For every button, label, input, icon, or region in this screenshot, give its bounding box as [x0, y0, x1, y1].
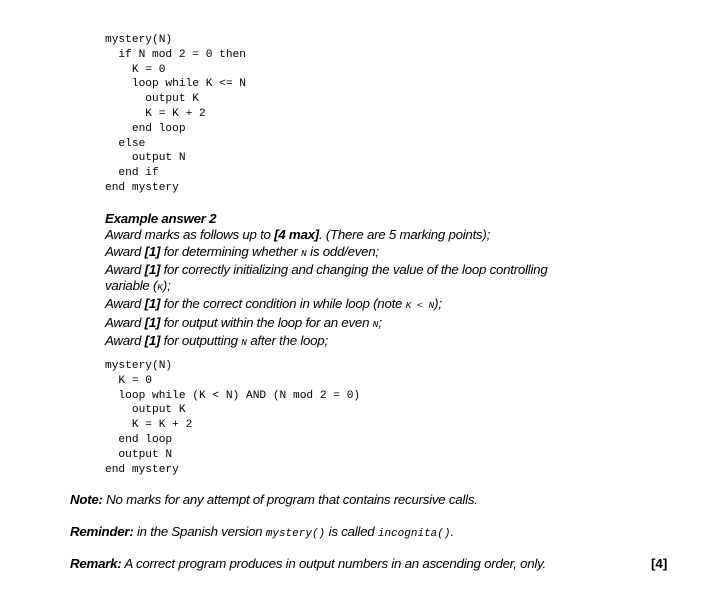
text-span: );: [434, 296, 442, 312]
reminder-line: [70, 524, 454, 540]
total-marks: [4]: [651, 556, 668, 571]
inline-code: K: [157, 282, 163, 294]
mark-value: [1]: [144, 296, 161, 312]
code-block-mystery-loop: [105, 359, 360, 477]
inline-code: incognita(): [377, 528, 451, 540]
note-line: [70, 492, 478, 507]
code-line: end loop: [105, 122, 186, 135]
inline-code: N: [301, 247, 307, 259]
text-span: Award: [105, 261, 145, 277]
marking-point-2: [105, 262, 665, 278]
text-span: for output within the loop for an even: [160, 314, 373, 330]
mark-value: [1]: [144, 314, 161, 330]
remark-line: [70, 556, 546, 571]
marking-point-5: [105, 333, 665, 351]
marking-point-2-cont: [105, 278, 665, 296]
text-span: for outputting: [160, 333, 242, 349]
code-line: K = K + 2: [105, 107, 206, 120]
mark-value: [1]: [144, 333, 161, 349]
remark-text: A correct program produces in output numbers in an ascending order, only.: [121, 556, 546, 571]
text-span: for correctly initializing and changing the value of the loop controlling: [160, 261, 548, 277]
text-span: .: [450, 524, 454, 539]
inline-code: mystery(): [265, 528, 326, 540]
code-line: K = K + 2: [105, 419, 193, 432]
code-line: loop while (K < N) AND (N mod 2 = 0): [105, 389, 361, 402]
text-span: is called: [325, 524, 378, 539]
text-span: Award: [105, 314, 145, 330]
marking-intro: [105, 227, 665, 243]
text-span: Award marks as follows up to: [105, 227, 275, 243]
note-label: Note:: [70, 492, 103, 507]
inline-code: K < N: [405, 300, 435, 312]
code-line: output N: [105, 152, 186, 165]
code-line: K = 0: [105, 63, 166, 76]
code-line: end mystery: [105, 463, 179, 476]
code-line: else: [105, 137, 146, 150]
inline-code: N: [241, 337, 247, 349]
code-block-mystery-if-else: [105, 33, 246, 196]
code-line: mystery(N): [105, 34, 173, 46]
reminder-label: Reminder:: [70, 524, 134, 539]
text-span: variable (: [105, 278, 158, 294]
max-marks: [4 max]: [274, 227, 319, 243]
code-line: loop while K <= N: [105, 78, 246, 91]
marking-point-1: [105, 244, 665, 262]
text-span: ;: [378, 314, 382, 330]
code-line: output N: [105, 448, 173, 461]
text-span: for the correct condition in while loop (note: [160, 296, 406, 312]
code-line: end mystery: [105, 181, 179, 194]
example-answer-2: [105, 211, 665, 351]
mark-value: [1]: [144, 243, 161, 259]
code-line: K = 0: [105, 374, 152, 387]
text-span: is odd/even;: [306, 243, 379, 259]
note-text: No marks for any attempt of program that contains recursive calls.: [102, 492, 478, 507]
code-line: end loop: [105, 433, 173, 446]
text-span: after the loop;: [246, 333, 328, 349]
remark-label: Remark:: [70, 556, 122, 571]
example-heading: Example answer 2: [105, 211, 217, 226]
text-span: . (There are 5 marking points);: [318, 227, 491, 243]
text-span: in the Spanish version: [133, 524, 266, 539]
code-line: output K: [105, 93, 199, 106]
inline-code: N: [372, 318, 379, 330]
text-span: Award: [105, 333, 145, 349]
marking-point-4: [105, 315, 665, 333]
code-line: end if: [105, 167, 159, 180]
text-span: for determining whether: [160, 243, 301, 259]
text-span: Award: [105, 243, 145, 259]
code-line: mystery(N): [105, 360, 173, 372]
code-line: if N mod 2 = 0 then: [105, 48, 246, 61]
text-span: );: [162, 278, 171, 294]
mark-value: [1]: [144, 261, 161, 277]
text-span: Award: [105, 296, 145, 312]
code-line: output K: [105, 404, 186, 417]
marking-point-3: [105, 296, 665, 314]
